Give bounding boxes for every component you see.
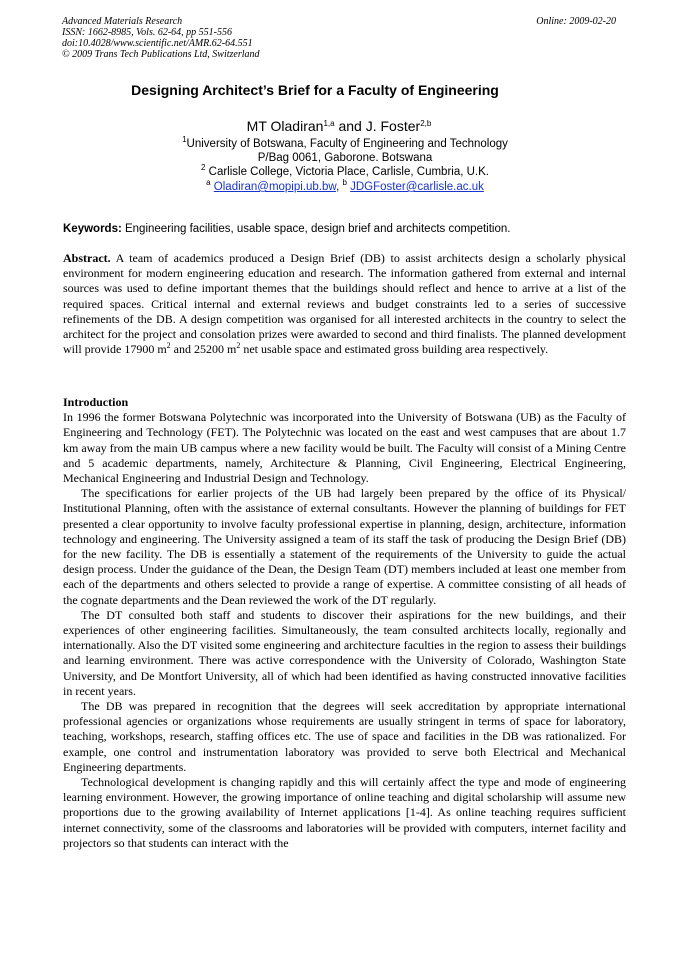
- paper-title: Designing Architect’s Brief for a Faculty of Engineering: [131, 82, 499, 98]
- intro-paragraph-1: In 1996 the former Botswana Polytechnic was incorporated into the University of Botswana (UB) as the Faculty of Engineering and Technology (FET). The Polytechnic was located on the east and west campuses that are about 1.7 km away from the main UB campus where a new facility would be built. The Faculty will consist of a Mining Centre and 5 academic departments, namely, Architecture & Planning, Civil Engineering, Electrical Engineering, Mechanical Engineering and Industrial Design and Technology.: [63, 410, 626, 486]
- affiliation-1-marker: 1: [182, 135, 187, 144]
- abstract-label: Abstract.: [63, 251, 111, 265]
- abstract-text-3: net usable space and estimated gross building area respectively.: [240, 342, 549, 357]
- abstract-sup-1: 2: [166, 341, 171, 351]
- email-link-foster[interactable]: JDGFoster@carlisle.ac.uk: [350, 181, 484, 193]
- author-foster: J. Foster: [365, 118, 421, 134]
- affiliation-2: [0, 165, 678, 179]
- abstract-text-2: and 25200 m: [170, 342, 237, 357]
- journal-doi: doi:10.4028/www.scientific.net/AMR.62-64.551: [62, 38, 253, 49]
- intro-paragraph-5: Technological development is changing rapidly and this will certainly affect the type and mode of engineering learning environment. However, the growing importance of online teaching and digital scholarship will assume new proportions due to the growing availability of Internet applications [1-4]. As online teaching requires sufficient internet connectivity, some of the classrooms and laboratories will be provided with computers, internet facility and projectors so that students can interact with the: [63, 775, 626, 850]
- keywords-text: Engineering facilities, usable space, design brief and architects competition.: [121, 223, 511, 235]
- abstract-sup-2: 2: [236, 341, 241, 351]
- journal-issn: ISSN: 1662-8985, Vols. 62-64, pp 551-556: [62, 27, 232, 38]
- author-oladiran-affil: 1,a: [323, 119, 335, 128]
- affiliation-2-marker: 2: [200, 163, 206, 172]
- introduction-section: [63, 395, 626, 851]
- author-foster-affil: 2,b: [420, 119, 432, 128]
- affiliation-1-text: University of Botswana, Faculty of Engineering and Technology: [186, 138, 508, 150]
- affiliation-1-address: P/Bag 0061, Gaborone. Botswana: [257, 152, 433, 164]
- introduction-heading: Introduction: [63, 395, 129, 409]
- author-line: [0, 118, 678, 134]
- email-b-marker: b: [342, 178, 347, 187]
- affiliation-1: [0, 137, 678, 151]
- email-line: [0, 180, 678, 194]
- intro-paragraph-2: The specifications for earlier projects of the UB had largely been prepared by the office of its Physical/ Institutional Planning, often with the assistance of external consultants. However the planning of buildings for FET presented a clear opportunity to involve faculty professional expertise in planning, design, architecture, information technology and engineering. The University assigned a team of its staff the task of producing the Design Brief (DB) for the new facility. The DB is essentially a statement of the requirements of the University to guide the actual design process. Under the guidance of the Dean, the Design Team (DT) members included at least one member from each of the departments and others selected to provide a range of expertise. A committee consisting of all heads of the cognate departments and the Dean reviewed the work of the DT regularly.: [63, 486, 626, 607]
- affiliation-2-text: Carlisle College, Victoria Place, Carlisle, Cumbria, U.K.: [205, 166, 489, 178]
- email-separator: ,: [336, 181, 343, 193]
- abstract-text-1: A team of academics produced a Design Brief (DB) to assist architects design a scholarly physical environment for modern engineering education and research. The information gathered from external and internal sources was used to define important themes that the buildings should reflect and hence to arrive at a list of the required spaces. Critical internal and external reviews and budget constraints led to a series of successive refinements of the DB. A design competition was organised for all interested architects in the country to select the architect for the project and consolation prizes were awarded to second and third finalists. The planned development will provide 17900 m: [63, 251, 626, 357]
- intro-paragraph-4: The DB was prepared in recognition that the degrees will seek accreditation by appropriate international professional agencies or organizations whose requirements are usually stringent in terms of space for laboratory, teaching, workshops, research, staffing offices etc. The use of space and facilities in the DB was rationalized. For example, one control and instrumentation laboratory was provided to serve both Electrical and Mechanical Engineering departments.: [63, 699, 626, 774]
- abstract-paragraph: [63, 251, 626, 357]
- keywords: [63, 223, 510, 235]
- author-and: and: [334, 118, 366, 134]
- author-oladiran: MT Oladiran: [246, 118, 324, 134]
- email-link-oladiran[interactable]: Oladiran@mopipi.ub.bw: [213, 181, 337, 193]
- abstract: [63, 251, 626, 357]
- journal-copyright: © 2009 Trans Tech Publications Ltd, Switzerland: [62, 49, 260, 60]
- journal-header: [62, 16, 260, 60]
- online-date: Online: 2009-02-20: [536, 16, 616, 27]
- intro-paragraph-3: The DT consulted both staff and students to discover their aspirations for the new buildings, and their experiences of other engineering facilities. Simultaneously, the team consulted architects locally, regionally and internationally. Also the DT visited some engineering and architecture faculties in the region to assess their buildings and learning environment. There was active correspondence with the University of Colorado, Washington State University, and De Montfort University, all of which had been identified as having constructed innovative facilities in recent years.: [63, 607, 626, 698]
- journal-name: Advanced Materials Research: [62, 16, 183, 27]
- email-a-marker: a: [206, 178, 211, 187]
- keywords-label: Keywords:: [63, 223, 122, 235]
